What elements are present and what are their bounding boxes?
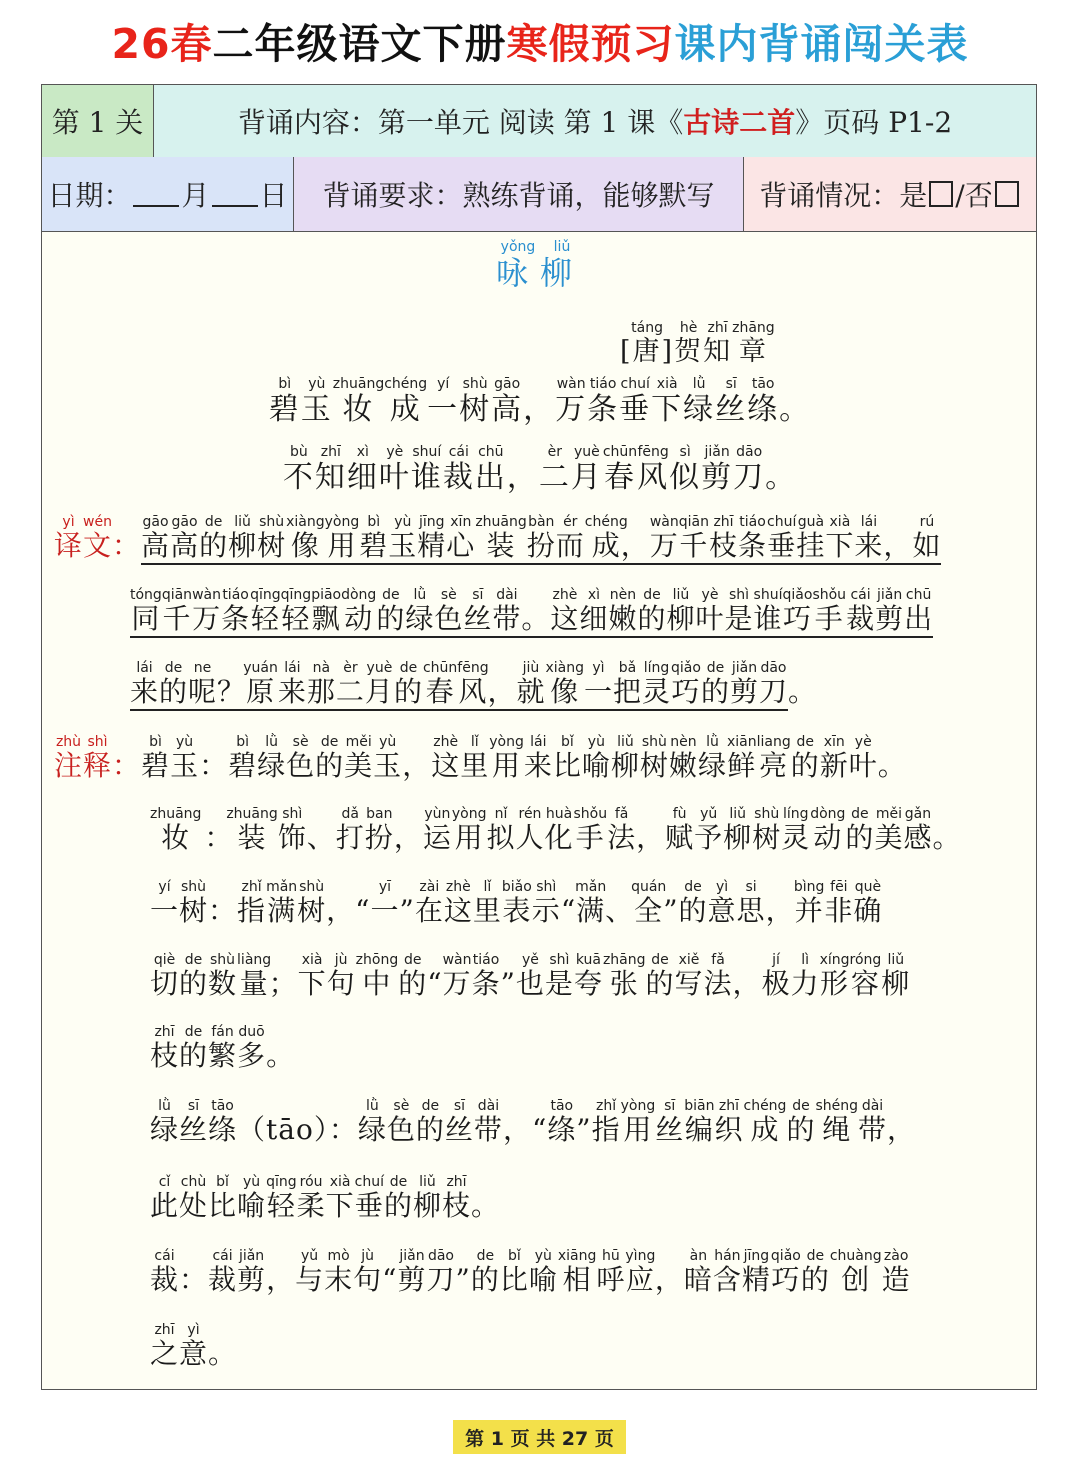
requirement-cell: 背诵要求：熟练背诵，能够默写	[294, 157, 744, 231]
note-yishu-2: 切qiè的de数shù量liàng；下xià句jù中zhōng的de“万wàn条tiáo”也yě是shì夸kuā张zhāng的de写xiě法fǎ，极jí力lì形xíng容róng柳liǔ	[150, 952, 911, 1000]
page-indicator: 第 1 页 共 27 页	[453, 1420, 626, 1454]
translation-line-2: 同tóng千qiān万wàn条tiáo轻qīng轻qīng飘piāo动dòng的de绿lǜ色sè丝sī带dài。这zhè细xì嫩nèn的de柳liǔ叶yè是shì谁shuí巧qiǎo手shǒu裁cái剪jiǎn出chū	[130, 588, 933, 633]
level-cell: 第 1 关	[42, 85, 154, 157]
header-row-2	[42, 157, 1036, 232]
no-checkbox[interactable]	[995, 181, 1019, 207]
translation-line-1: 译yì文wén：高gāo高gāo的de柳liǔ树shù像xiàng用yòng碧bì玉yù精jīng心xīn装zhuāng扮bàn而ér成chéng，万wàn千qiān枝zhī条tiáo垂chuí挂guà下xià来lái，如rú	[54, 515, 942, 560]
page-title: 26春二年级语文下册寒假预习课内背诵闯关表	[111, 20, 969, 68]
poem-title: 咏yǒng柳liǔ	[495, 239, 585, 292]
note-cai-1: 裁cái：裁cái剪jiǎn，与yǔ末mò句jù“剪jiǎn刀dāo”的de比bǐ喻yù相xiāng呼hū应yìng，暗àn含hán精jīng巧qiǎo的de创chuàng造zào	[150, 1248, 911, 1296]
note-cai-2: 之zhī意yì。	[150, 1322, 238, 1370]
poem-line-1: 碧bì玉yù妆zhuāng成chéng一yí树shù高gāo，万wàn条tiáo垂chuí下xià绿lǜ丝sī绦tāo。	[268, 376, 812, 427]
note-biyu: 注zhù释shì：碧bì玉yù：碧bì绿lǜ色sè的de美měi玉yù，这zhè里lǐ用yòng来lái比bǐ喻yù柳liǔ树shù嫩nèn绿lǜ鲜xiān亮liang的de新xīn叶yè。	[54, 734, 907, 782]
content-cell: 背诵内容：第一单元 阅读 第 1 课《 古诗二首 》页码 P1-2	[154, 85, 1036, 157]
note-lvsitao-2: 此cǐ处chù比bǐ喻yù轻qīng柔róu下xià垂chuí的de柳liǔ枝zhī。	[150, 1174, 501, 1222]
yes-checkbox[interactable]	[929, 181, 953, 207]
recitation-sheet	[41, 84, 1037, 1390]
poem-line-2: 不bù知zhī细xì叶yè谁shuí裁cái出chū，二èr月yuè春chūn风fēng似sì剪jiǎn刀dāo。	[282, 444, 798, 495]
note-lvsitao-1: 绿lǜ丝sī绦tāo（tāo）：绿lǜ色sè的de丝sī带dài，“绦tāo”指zhǐ用yòng丝sī编biān织zhī成chéng的de绳shéng带dài，	[150, 1098, 917, 1146]
date-cell: 日期： 月 日	[42, 157, 294, 231]
note-yishu-3: 枝zhī的de繁fán多duō。	[150, 1024, 296, 1072]
note-zhuang: 妆zhuāng ：装zhuāng饰shì、打dǎ扮ban，运yùn用yòng拟nǐ人rén化huà手shǒu法fǎ，赋fù予yǔ柳liǔ树shù灵líng动dòng的de美měi感gǎn。	[150, 806, 962, 854]
note-yishu-1: 一yí树shù：指zhǐ满mǎn树shù，“一yī”在zài这zhè里lǐ表biǎo示shì“满mǎn、全quán”的de意yì思si，并bìng非fēi确què	[150, 879, 883, 927]
poem-author: [唐táng]贺hè知zhī章zhāng	[620, 320, 775, 367]
day-blank	[212, 181, 258, 207]
month-blank	[133, 181, 179, 207]
header-row-1	[42, 85, 1036, 158]
status-cell: 背诵情况：是 /否	[744, 157, 1036, 231]
translation-line-3: 来lái的de呢ne？原yuán来lái那nà二èr月yuè的de春chūn风fēng，就jiù像xiàng一yì把bǎ灵líng巧qiǎo的de剪jiǎn刀dāo。	[130, 661, 817, 706]
